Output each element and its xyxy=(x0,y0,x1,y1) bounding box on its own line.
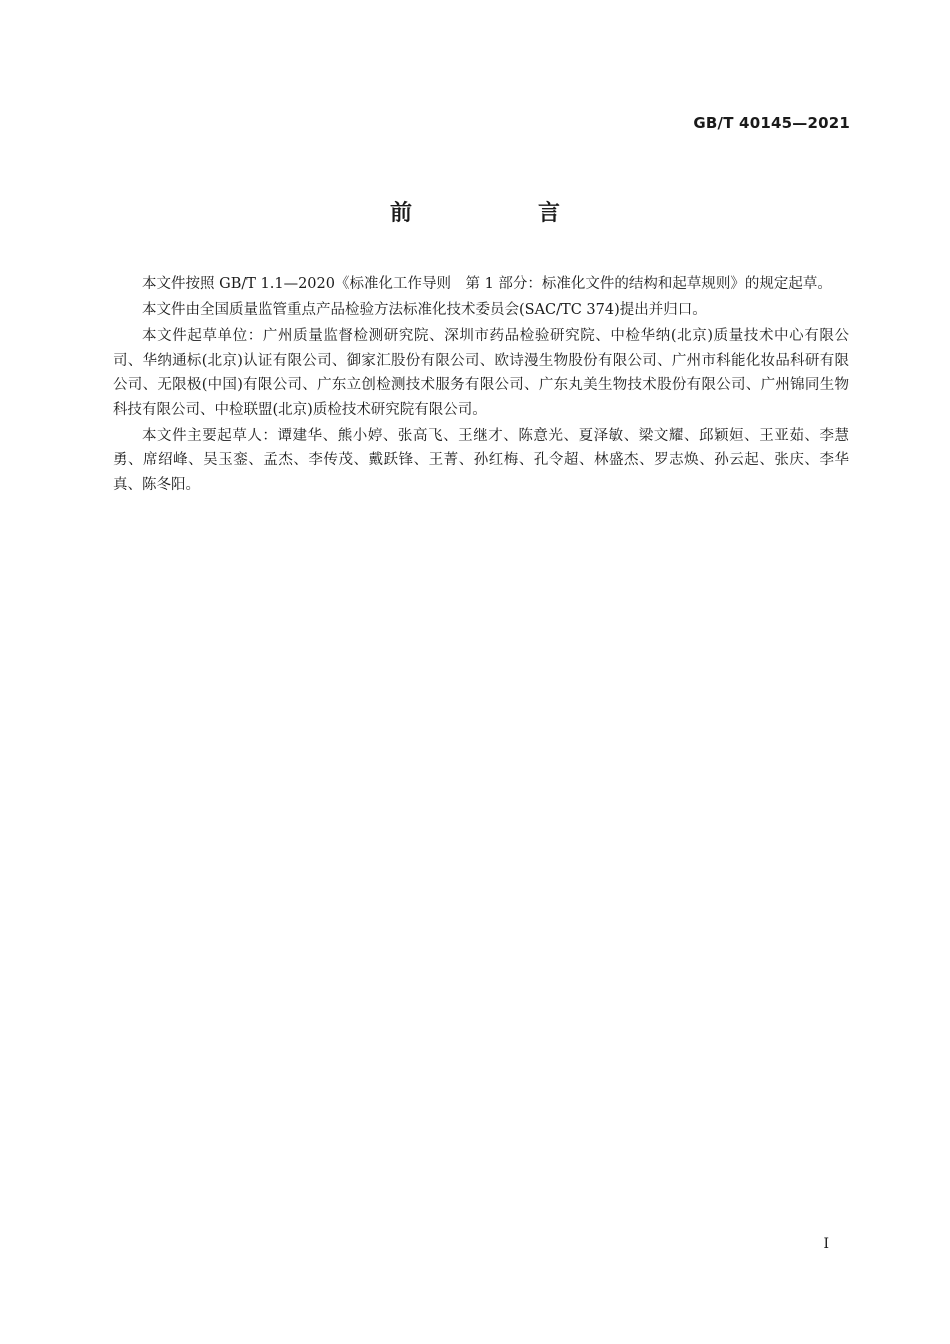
page-number: I xyxy=(823,1236,829,1252)
page-title: 前 言 xyxy=(389,201,612,226)
paragraph-drafting-rules: 本文件按照 GB/T 1.1—2020《标准化工作导则 第 1 部分：标准化文件的结构和起草规则》的规定起草。 xyxy=(142,276,832,292)
foreword-body xyxy=(113,272,849,499)
standard-code: GB/T 40145—2021 xyxy=(693,114,850,132)
paragraph-drafting-units: 本文件起草单位：广州质量监督检测研究院、深圳市药品检验研究院、中检华纳(北京)质量技术中心有限公司、华纳通标(北京)认证有限公司、御家汇股份有限公司、欧诗漫生物股份有限公司、广州市科能化妆品科研有限公司、无限极(中国)有限公司、广东立创检测技术服务有限公司、广东丸美生物技术股份有限公司、广州锦同生物科技有限公司、中检联盟(北京)质检技术研究院有限公司。 xyxy=(113,328,849,418)
paragraph-drafters: 本文件主要起草人：谭建华、熊小婷、张高飞、王继才、陈意光、夏泽敏、梁文耀、邱颖姮、王亚茹、李慧勇、席绍峰、吴玉銮、孟杰、李传茂、戴跃锋、王菁、孙红梅、孔令超、林盛杰、罗志焕、孙云起、张庆、李华真、陈冬阳。 xyxy=(113,427,849,493)
paragraph-proposing-committee: 本文件由全国质量监管重点产品检验方法标准化技术委员会(SAC/TC 374)提出并归口。 xyxy=(142,302,707,318)
